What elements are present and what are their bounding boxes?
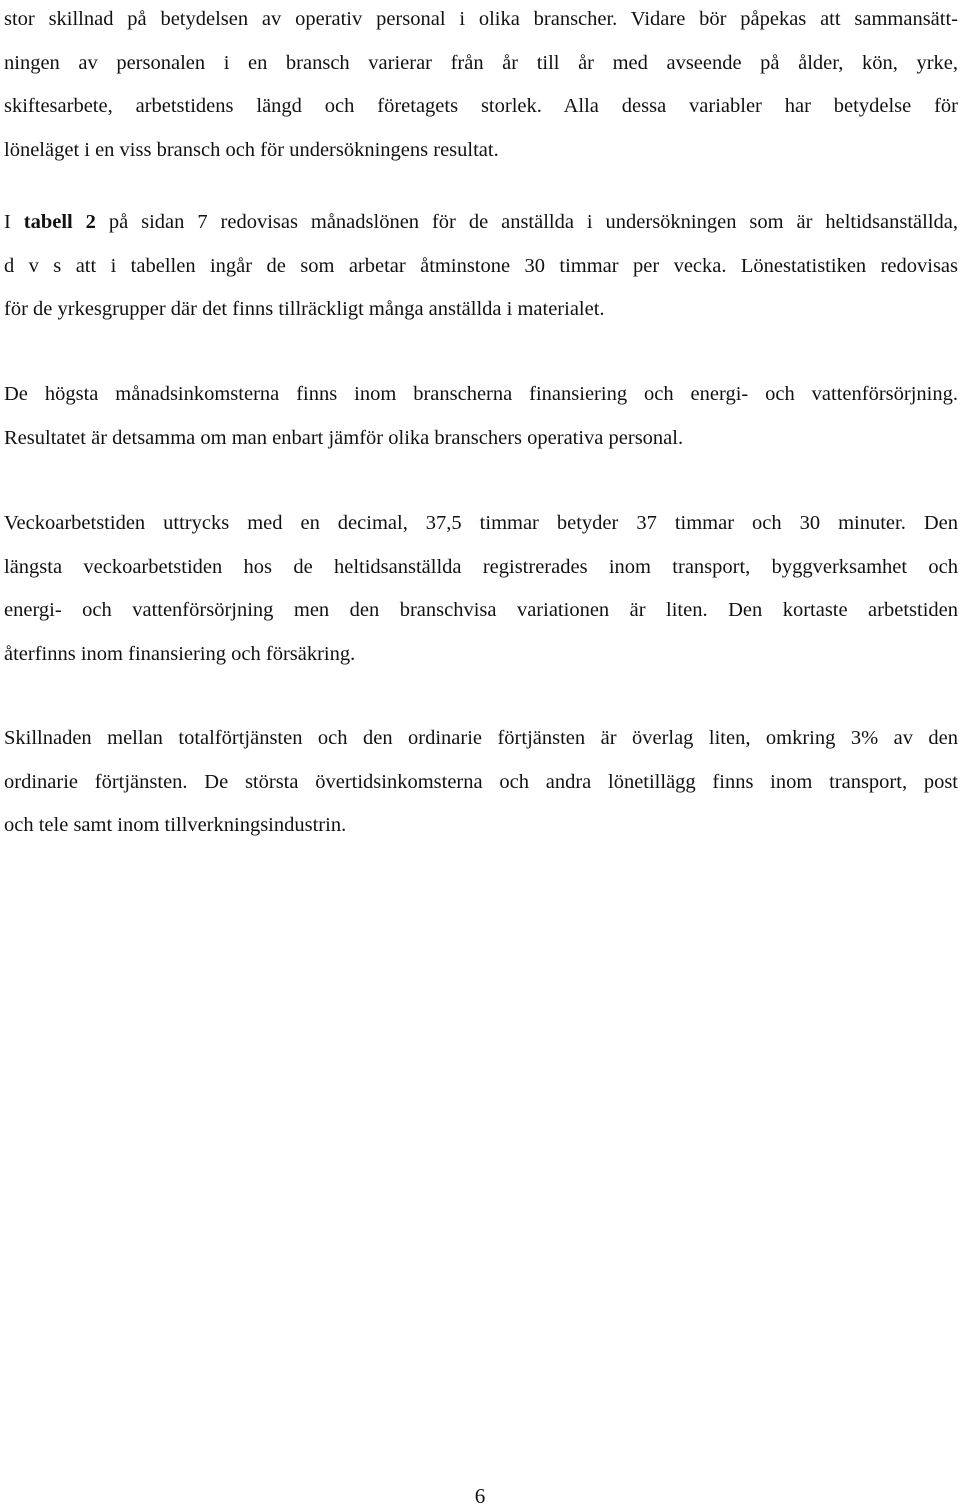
text-line: längsta veckoarbetstiden hos de heltidsanställda registrerades inom transport, byggverksamhet och [4, 555, 958, 578]
text-fragment: I [4, 211, 24, 233]
text-line: Veckoarbetstiden uttrycks med en decimal, 37,5 timmar betyder 37 timmar och 30 minuter. Den [4, 512, 958, 534]
text-line [4, 201, 958, 245]
text-line: ordinarie förtjänsten. De största övertidsinkomsterna och andra lönetillägg finns inom transport, post [4, 770, 958, 793]
text-fragment: på sidan 7 redovisas månadslönen för de anställda i undersökningen som är heltidsanställda, [95, 211, 959, 233]
paragraph-total-earnings [4, 717, 958, 848]
table-reference: tabell 2 [23, 211, 96, 233]
paragraph-highest-income [4, 373, 958, 460]
text-line: och tele samt inom tillverkningsindustrin. [4, 814, 347, 836]
text-line: Resultatet är detsamma om man enbart jämför olika branschers operativa personal. [4, 426, 684, 449]
paragraph-working-hours [4, 502, 958, 676]
text-line: De högsta månadsinkomsterna finns inom branscherna finansiering och energi- och vattenförsörjning. [4, 383, 958, 405]
text-line: energi- och vattenförsörjning men den branschvisa variationen är liten. Den kortaste arbetstiden [4, 599, 958, 621]
paragraph-table-reference [4, 201, 958, 332]
text-line: för de yrkesgrupper där det finns tillräckligt många anställda i materialet. [4, 298, 605, 320]
page-number: 6 [474, 1484, 486, 1508]
text-line: d v s att i tabellen ingår de som arbetar åtminstone 30 timmar per vecka. Lönestatistiken redovisas [4, 254, 958, 277]
text-line: ningen av personalen i en bransch varierar från år till år med avseende på ålder, kön, yrke, [4, 51, 958, 74]
paragraph-sample-variation [4, 0, 958, 172]
text-line: återfinns inom finansiering och försäkring. [4, 642, 356, 665]
text-line: löneläget i en viss bransch och för undersökningens resultat. [4, 138, 499, 161]
text-line: skiftesarbete, arbetstidens längd och företagets storlek. Alla dessa variabler har betydelse för [4, 95, 958, 117]
text-line: stor skillnad på betydelsen av operativ personal i olika branscher. Vidare bör påpekas att sammansätt- [4, 8, 958, 30]
text-line: Skillnaden mellan totalförtjänsten och den ordinarie förtjänsten är överlag liten, omkring 3% av den [4, 727, 958, 749]
